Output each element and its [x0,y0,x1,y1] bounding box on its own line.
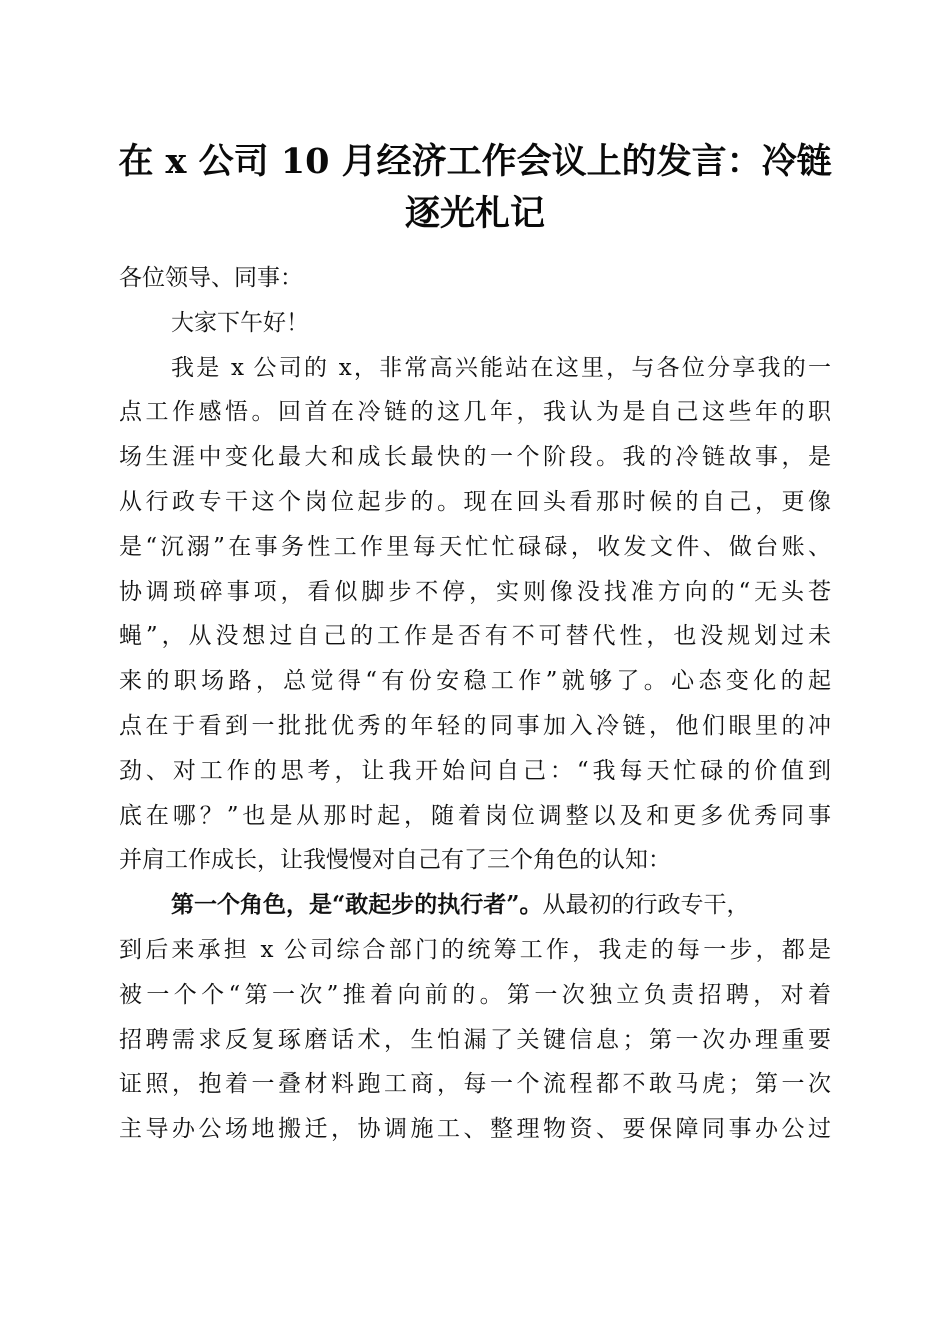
paragraph-line: 招聘需求反复琢磨话术，生怕漏了关键信息；第一次办理重要 [119,1026,831,1053]
paragraph-line: 到后来承担 x 公司综合部门的统筹工作，我走的每一步，都是 [119,936,831,963]
paragraph-line: 被一个个“第一次”推着向前的。第一次独立负责招聘，对着 [119,981,831,1008]
paragraph-line: 点在于看到一批批优秀的年轻的同事加入冷链，他们眼里的冲 [119,712,831,739]
paragraph-line: 从行政专干这个岗位起步的。现在回头看那时候的自己，更像 [119,488,831,515]
paragraph-line-rest: 从最初的行政专干， [542,892,750,919]
paragraph-line: 证照，抱着一叠材料跑工商，每一个流程都不敢马虎；第一次 [119,1071,831,1098]
paragraph-line: 点工作感悟。回首在冷链的这几年，我认为是自己这些年的职 [119,399,831,426]
document-body [119,256,831,1152]
salutation-text: 各位领导、同事： [119,265,303,291]
paragraph-line: 场生涯中变化最大和成长最快的一个阶段。我的冷链故事，是 [119,444,831,471]
role-heading: 第一个角色，是“敢起步的执行者”。 [171,891,543,919]
paragraph-line: 底在哪？”也是从那时起，随着岗位调整以及和更多优秀同事 [119,802,831,829]
title-line-2: 逐光札记 [404,193,545,234]
paragraph-line: 劲、对工作的思考，让我开始问自己：“我每天忙碌的价值到 [119,757,831,784]
paragraph-line: 主导办公场地搬迁，协调施工、整理物资、要保障同事办公过 [119,1116,831,1143]
document-title [110,136,840,240]
title-line-1: 在 x 公司 10 月经济工作会议上的发言：冷链 [118,141,832,182]
paragraph-line: 是“沉溺”在事务性工作里每天忙忙碌碌，收发文件、做台账、 [119,533,831,560]
greeting [119,301,831,346]
paragraph-line: 蝇”，从没想过自己的工作是否有不可替代性，也没规划过未 [119,623,831,650]
paragraph-line [119,883,831,928]
paragraph-line: 并肩工作成长，让我慢慢对自己有了三个角色的认知： [119,847,671,874]
paragraph-2 [119,883,831,1152]
paragraph-line: 我是 x 公司的 x，非常高兴能站在这里，与各位分享我的一 [171,354,831,381]
paragraph-1 [119,346,831,884]
paragraph-line: 来的职场路，总觉得“有份安稳工作”就够了。心态变化的起 [119,668,831,695]
salutation [119,256,831,301]
paragraph-line: 协调琐碎事项，看似脚步不停，实则像没找准方向的“无头苍 [119,578,831,605]
greeting-text: 大家下午好！ [171,309,309,336]
